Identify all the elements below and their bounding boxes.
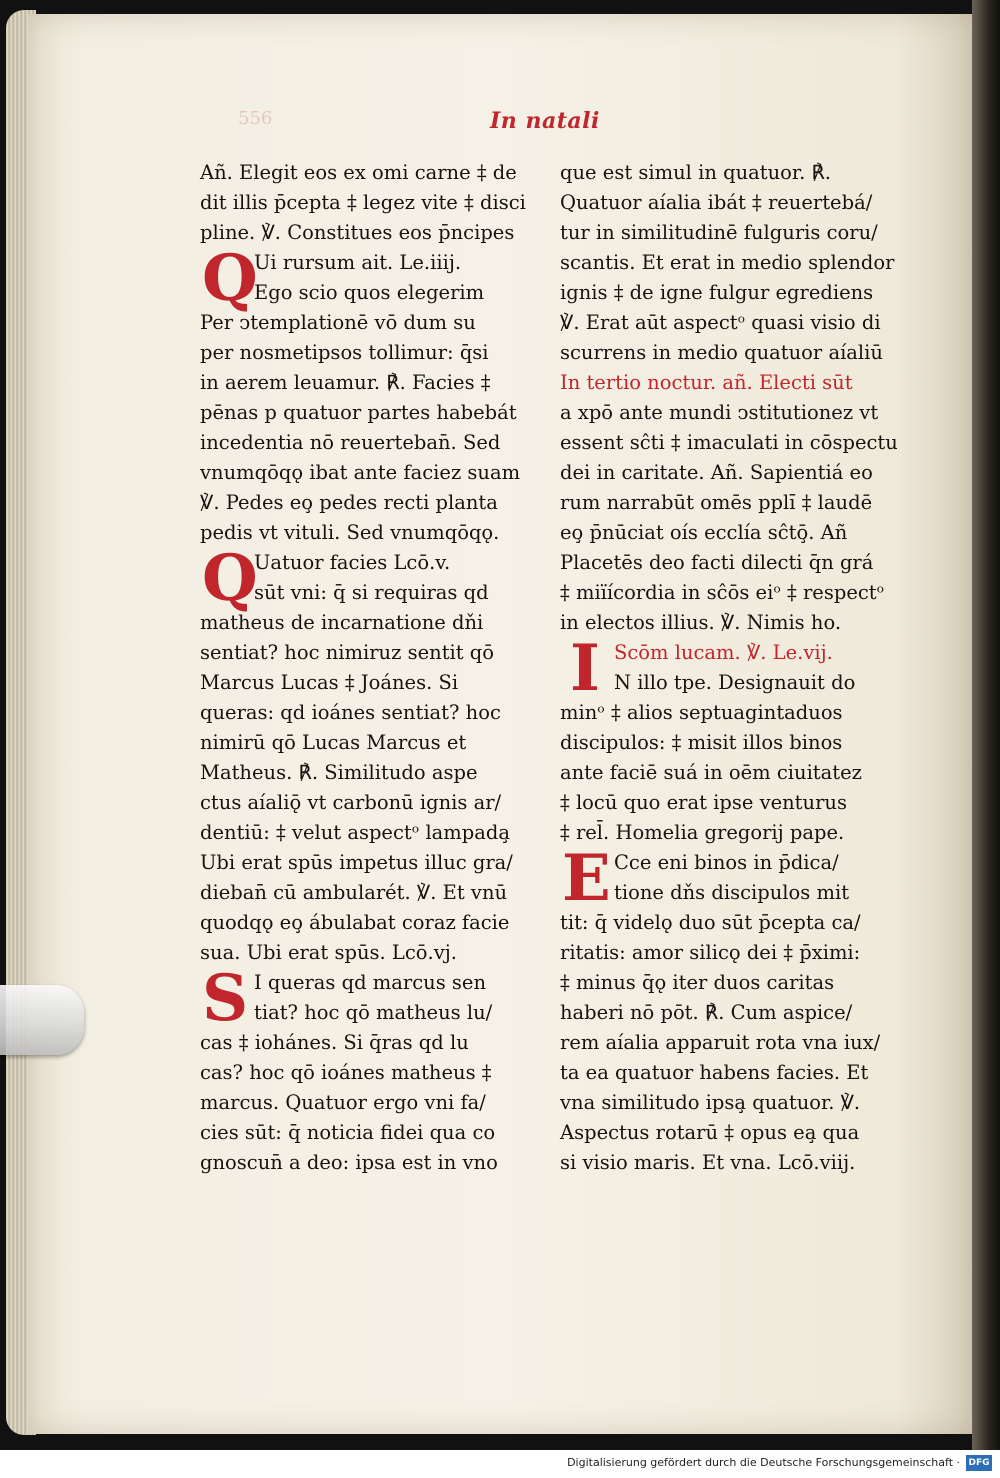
- page-clip: [0, 985, 84, 1055]
- rubric-line: Scōm lucam. ℣. Le.vij.: [614, 641, 833, 664]
- dfg-logo-icon: DFG: [966, 1455, 992, 1471]
- text-line: ritatis: amor silicǫ dei ‡ p̄ximi:: [560, 941, 861, 964]
- text-line: matheus de incarnatione dňi: [200, 611, 484, 634]
- text-line: gnoscun̄ a deo: ipsa est in vno: [200, 1151, 498, 1174]
- text-line: per nosmetipsos tollimur: q̄si: [200, 341, 489, 364]
- text-line: marcus. Quatuor ergo vni fa/: [200, 1091, 486, 1114]
- text-line: ta ea quatuor habens facies. Et: [560, 1061, 869, 1084]
- text-line: N illo tpe. Designauit do: [614, 671, 856, 694]
- text-line: Cce eni binos in p̄dica/: [614, 851, 839, 874]
- initial-block: [200, 961, 540, 1036]
- text-line: in electos illius. ℣. Nimis ho.: [560, 611, 842, 634]
- text-line: dei in caritate. Añ. Sapientiá eo: [560, 461, 873, 484]
- text-line: pedis vt vituli. Sed vnumqōqǫ.: [200, 521, 500, 544]
- red-initial-s: S: [202, 961, 249, 1036]
- initial-block: [200, 241, 540, 316]
- text-line: cas ‡ iohánes. Si q̄ras qd lu: [200, 1031, 469, 1054]
- text-line: sua. Ubi erat spūs. Lcō.vj.: [200, 941, 457, 964]
- text-line: tit: q̄ videlǫ duo sūt p̄cepta ca/: [560, 911, 861, 934]
- text-line: tiat? hoc qō matheus lu/: [254, 1001, 493, 1024]
- initial-block: [560, 631, 882, 706]
- text-line: dit illis p̄cepta ‡ legez vite ‡ disci: [200, 191, 526, 214]
- funding-credit: Digitalisierung gefördert durch die Deutsche Forschungsgemeinschaft ·: [567, 1456, 960, 1469]
- text-line: incedentia nō reuerteban̄. Sed: [200, 431, 501, 454]
- binding-gutter: [972, 0, 1000, 1450]
- text-line: ante faciē suá in oēm ciuitatez: [560, 761, 862, 784]
- text-line: Ego scio quos elegerim: [254, 281, 485, 304]
- text-line: nimirū qō Lucas Marcus et: [200, 731, 467, 754]
- text-line: minᵒ ‡ alios septuagintaduos: [560, 701, 843, 724]
- text-line: I queras qd marcus sen: [254, 971, 487, 994]
- text-line: Quatuor aíalia ibát ‡ reuertebá/: [560, 191, 873, 214]
- text-line: dieban̄ cū ambularét. ℣. Et vnū: [200, 881, 508, 904]
- text-line: Ui rursum ait. Le.iiij.: [254, 251, 462, 274]
- text-line: scurrens in medio quatuor aíaliū: [560, 341, 883, 364]
- red-initial-q: Q: [202, 241, 258, 316]
- text-line: ‡ minus q̄ǫ iter duos caritas: [560, 971, 835, 994]
- text-line: scantis. Et erat in medio splendor: [560, 251, 895, 274]
- text-line: rum narrabūt omēs pplı̄ ‡ laudē: [560, 491, 873, 514]
- text-line: Aspectus rotarū ‡ opus ea̧ qua: [560, 1121, 860, 1144]
- text-line: a xpō ante mundi ↄstitutionez vt: [560, 401, 879, 424]
- text-line: si visio maris. Et vna. Lcō.viij.: [560, 1151, 856, 1174]
- text-line: Marcus Lucas ‡ Joánes. Si: [200, 671, 459, 694]
- text-line: dentiū: ‡ velut aspectᵒ lampada̧: [200, 821, 511, 844]
- footer-bar: [0, 1450, 1000, 1478]
- initial-block: [200, 541, 540, 616]
- text-line: essent sĉti ‡ imaculati in cōspectu: [560, 431, 898, 454]
- text-line: haberi nō pōt. ℟. Cum aspice/: [560, 1001, 853, 1024]
- text-line: vnumqōqǫ ibat ante faciez suam: [200, 461, 521, 484]
- show-through-text: 556: [238, 108, 273, 129]
- text-line: discipulos: ‡ misit illos binos: [560, 731, 843, 754]
- right-column: [560, 158, 898, 1178]
- text-line: tur in similitudinē fulguris coru/: [560, 221, 878, 244]
- text-line: queras: qd ioánes sentiat? hoc: [200, 701, 501, 724]
- text-line: Uatuor facies Lcō.v.: [254, 551, 451, 574]
- left-column: [200, 158, 540, 1178]
- text-line: eo̧ p̄nūciat oís ecclía sĉtō̧. Añ: [560, 521, 848, 544]
- text-line: ℣. Erat aūt aspectᵒ quasi visio di: [560, 311, 881, 334]
- text-line: ‡ rel̄. Homelia gregorij pape.: [560, 821, 845, 844]
- text-line: in aerem leuamur. ℟. Facies ‡: [200, 371, 491, 394]
- text-line: rem aíalia apparuit rota vna iux/: [560, 1031, 881, 1054]
- text-line: ignis ‡ de igne fulgur egrediens: [560, 281, 874, 304]
- text-line: sentiat? hoc nimiruz sentit qō: [200, 641, 495, 664]
- text-line: Ubi erat spūs impetus illuc gra/: [200, 851, 513, 874]
- red-initial-q: Q: [202, 541, 258, 616]
- rubric-line: In tertio noctur. añ. Electi sūt: [560, 371, 853, 394]
- text-line: ctus aíaliǭ vt carbonū ignis ar/: [200, 791, 502, 814]
- text-line: que est simul in quatuor. ℟.: [560, 161, 832, 184]
- text-line: Per ↄtemplationē vō dum su: [200, 311, 476, 334]
- running-head: In natali: [490, 108, 600, 134]
- initial-block: [560, 841, 882, 916]
- red-initial-e: E: [562, 841, 611, 916]
- text-line: Añ. Elegit eos ex omi carne ‡ de: [200, 161, 517, 184]
- text-line: ℣. Pedes eo̧ pedes recti planta: [200, 491, 498, 514]
- text-line: Placetēs deo facti dilecti q̄n grá: [560, 551, 874, 574]
- text-line: cies sūt: q̄ noticia fidei qua co: [200, 1121, 496, 1144]
- text-line: Matheus. ℟. Similitudo aspe: [200, 761, 478, 784]
- text-line: pēnas p quatuor partes habebát: [200, 401, 517, 424]
- text-line: pline. ℣. Constitues eos p̄ncipes: [200, 221, 515, 244]
- text-line: ‡ locū quo erat ipse venturus: [560, 791, 847, 814]
- red-initial-i: I: [570, 631, 600, 706]
- text-line: tione dňs discipulos mit: [614, 881, 850, 904]
- text-line: sūt vni: q̄ si requiras qd: [254, 581, 489, 604]
- text-line: ‡ miïícordia in sĉōs eiᵒ ‡ respectᵒ: [560, 581, 885, 604]
- text-line: cas? hoc qō ioánes matheus ‡: [200, 1061, 492, 1084]
- text-line: quodqǫ eo̧ ábulabat coraz facie: [200, 911, 510, 934]
- text-line: vna similitudo ipsa̧ quatuor. ℣.: [560, 1091, 861, 1114]
